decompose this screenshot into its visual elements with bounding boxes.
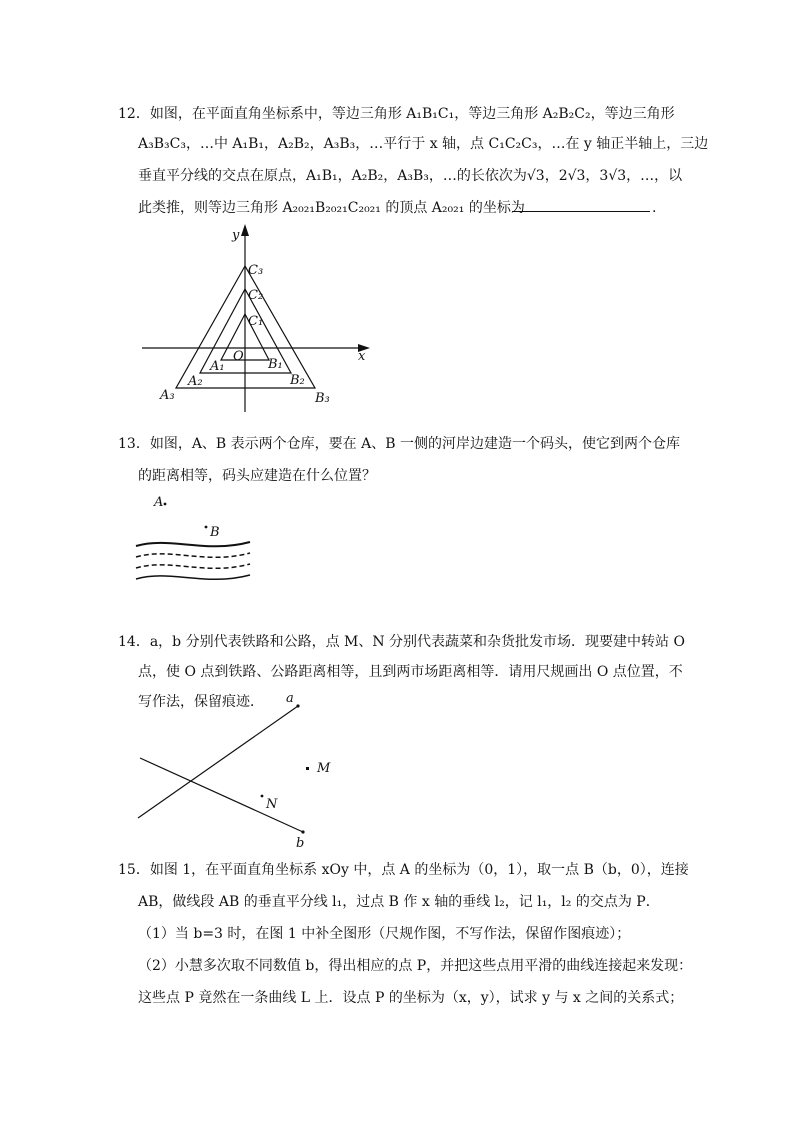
q12-line-2: A₃B₃C₃，…中 A₁B₁，A₂B₂，A₃B₃，…平行于 x 轴，点 C₁C₂C₃，…在 y 轴正半轴上，三边 xyxy=(138,136,709,152)
q14-line-3: 写作法，保留痕迹． xyxy=(138,694,264,710)
q15-line-3: （1）当 b=3 时，在图 1 中补全图形（尺规作图，不写作法，保留作图痕迹）； xyxy=(138,926,631,942)
label-b2: B₂ xyxy=(290,373,305,388)
y-axis-label: y xyxy=(232,228,240,243)
line-b xyxy=(140,758,303,832)
point-n-label: N xyxy=(266,797,278,812)
q15-line-5: 这些点 P 竟然在一条曲线 L 上．设点 P 的坐标为（x，y），试求 y 与 x 之间的关系式； xyxy=(138,990,684,1006)
point-a-dot xyxy=(164,503,167,506)
line-b-end-dot xyxy=(301,830,304,833)
point-m-dot xyxy=(306,767,309,770)
point-b-dot xyxy=(205,526,208,529)
label-a2: A₂ xyxy=(188,374,203,389)
label-b1: B₁ xyxy=(268,357,283,372)
q12-line-3: 垂直平分线的交点在原点，A₁B₁，A₂B₂，A₃B₃，…的长依次为√3，2√3，3√3，…，以 xyxy=(138,168,683,184)
line-a-end-dot xyxy=(296,704,299,707)
point-m-label: M xyxy=(317,761,331,776)
origin-label: O xyxy=(233,349,244,364)
q15-line-1: 15．如图 1，在平面直角坐标系 xOy 中，点 A 的坐标为（0，1），取一点 B（b，0），连接 xyxy=(118,862,689,878)
x-axis-label: x xyxy=(358,349,366,364)
label-a1: A₁ xyxy=(210,359,225,374)
river-wave-2 xyxy=(136,564,250,568)
q14-lines-figure xyxy=(130,690,350,855)
label-c2: C₂ xyxy=(248,288,264,303)
q12-line-4-period: . xyxy=(652,200,657,216)
q12-triangle-figure xyxy=(130,222,380,412)
label-c3: C₃ xyxy=(248,263,264,278)
point-b-label: B xyxy=(210,525,220,540)
point-n-dot xyxy=(261,795,264,798)
river-wave-3 xyxy=(136,575,250,579)
point-a-label: A xyxy=(154,495,164,510)
q12-line-1: 12．如图，在平面直角坐标系中，等边三角形 A₁B₁C₁，等边三角形 A₂B₂C₂，等边三角形 xyxy=(118,106,675,122)
q13-line-1: 13．如图，A、B 表示两个仓库，要在 A、B 一侧的河岸边建造一个码头，使它到两个仓库 xyxy=(118,436,680,452)
q12-line-4: 此类推，则等边三角形 A₂₀₂₁B₂₀₂₁C₂₀₂₁ 的顶点 A₂₀₂₁ 的坐标为 xyxy=(138,200,525,216)
q15-line-4: （2）小慧多次取不同数值 b，得出相应的点 P，并把这些点用平滑的曲线连接起来发现： xyxy=(138,958,693,974)
q14-line-1: 14．a，b 分别代表铁路和公路，点 M、N 分别代表蔬菜和杂货批发市场．现要建中转站 O xyxy=(118,634,685,650)
river-wave-1 xyxy=(136,553,250,557)
q15-line-2: AB，做线段 AB 的垂直平分线 l₁，过点 B 作 x 轴的垂线 l₂，记 l₁，l₂ 的交点为 P． xyxy=(138,894,660,910)
y-axis-arrow xyxy=(241,224,249,236)
label-a3: A₃ xyxy=(160,388,175,403)
q14-line-2: 点，使 O 点到铁路、公路距离相等，且到两市场距离相等．请用尺规画出 O 点位置，不 xyxy=(138,664,683,680)
river-bank-line xyxy=(136,542,250,546)
line-a-label: a xyxy=(286,691,294,706)
answer-blank[interactable] xyxy=(512,211,650,212)
q13-river-figure xyxy=(130,490,270,600)
q13-line-2: 的距离相等，码头应建造在什么位置？ xyxy=(138,468,376,484)
label-c1: C₁ xyxy=(248,314,264,329)
line-b-label: b xyxy=(296,836,305,851)
label-b3: B₃ xyxy=(315,391,330,406)
